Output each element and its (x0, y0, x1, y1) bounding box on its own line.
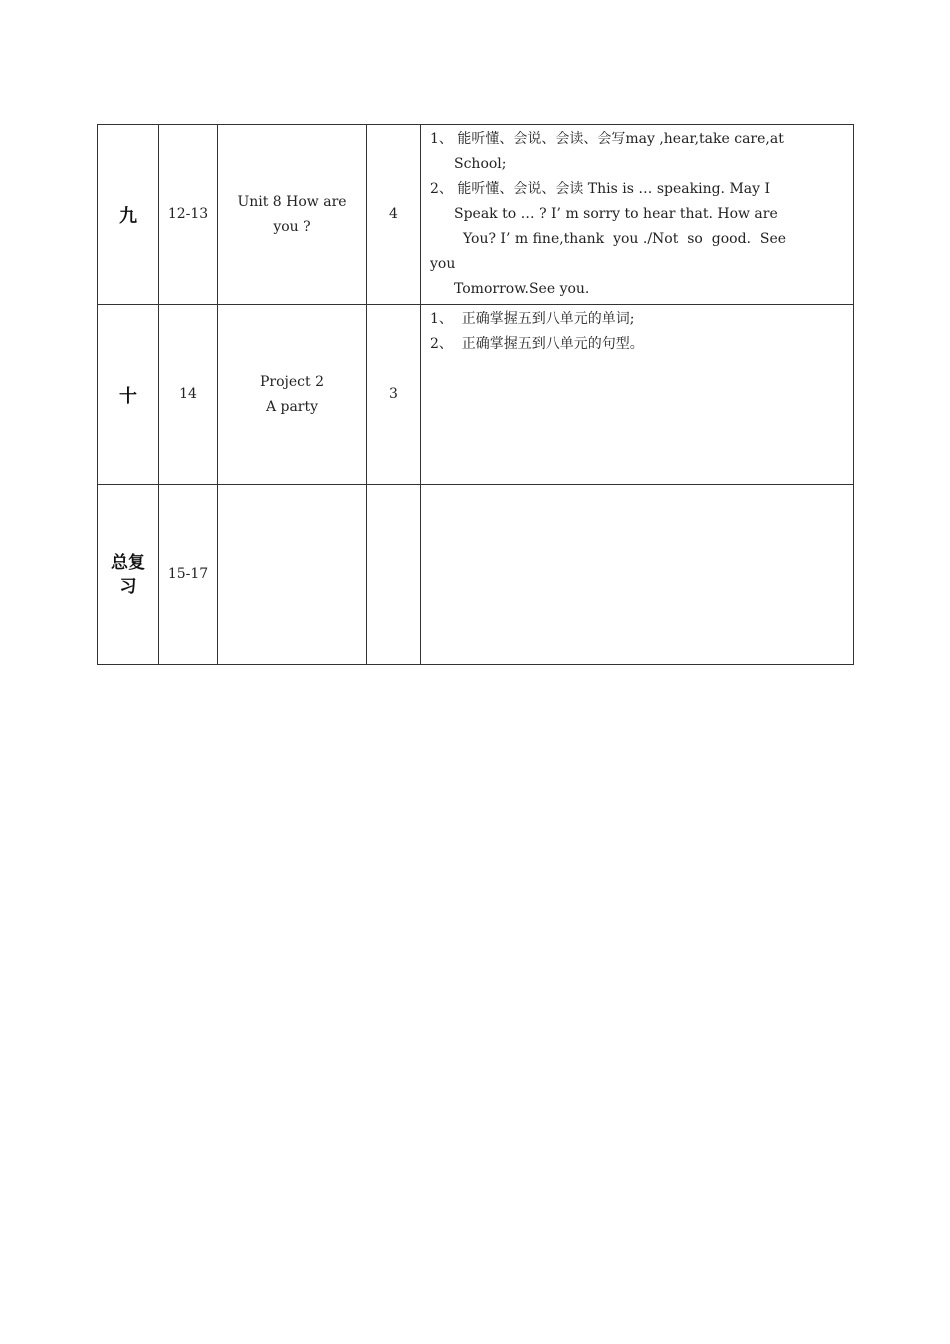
goal-line: School; (454, 156, 507, 172)
goal-line: 1、 能听懂、会说、会读、会写may ,hear,take care,at (430, 131, 784, 147)
lessons-cell: 4 (367, 125, 421, 305)
lessons-cell: 3 (367, 305, 421, 485)
goal-line: Speak to … ? I’ m sorry to hear that. How are (454, 206, 778, 222)
unit-cell (218, 305, 367, 485)
goal-line: Tomorrow.See you. (454, 281, 590, 297)
unit-title-line: you ? (273, 218, 311, 235)
teaching-plan-table (97, 124, 854, 665)
goal-line: You? I’ m fine,thank you ./Not so good. See (463, 231, 787, 247)
goals-cell (421, 305, 854, 485)
table-row (98, 485, 854, 665)
period-cell: 12-13 (159, 125, 218, 305)
period-cell: 15-17 (159, 485, 218, 665)
week-cell: 总复习 (98, 485, 159, 665)
unit-cell (218, 125, 367, 305)
table-row (98, 305, 854, 485)
lessons-cell (367, 485, 421, 665)
unit-title-line: A party (265, 398, 319, 415)
goals-cell (421, 125, 854, 305)
goal-line: 2、 能听懂、会说、会读 This is … speaking. May I (430, 181, 771, 197)
goal-line: 2、 正确掌握五到八单元的句型。 (430, 336, 644, 352)
unit-title-line: Project 2 (260, 373, 324, 390)
week-cell: 九 (98, 125, 159, 305)
period-cell: 14 (159, 305, 218, 485)
unit-title-line: Unit 8 How are (237, 193, 347, 210)
goal-line: you (430, 256, 456, 272)
goals-cell (421, 485, 854, 665)
unit-cell (218, 485, 367, 665)
goal-line: 1、 正确掌握五到八单元的单词; (430, 311, 635, 327)
table-row (98, 125, 854, 305)
week-cell: 十 (98, 305, 159, 485)
